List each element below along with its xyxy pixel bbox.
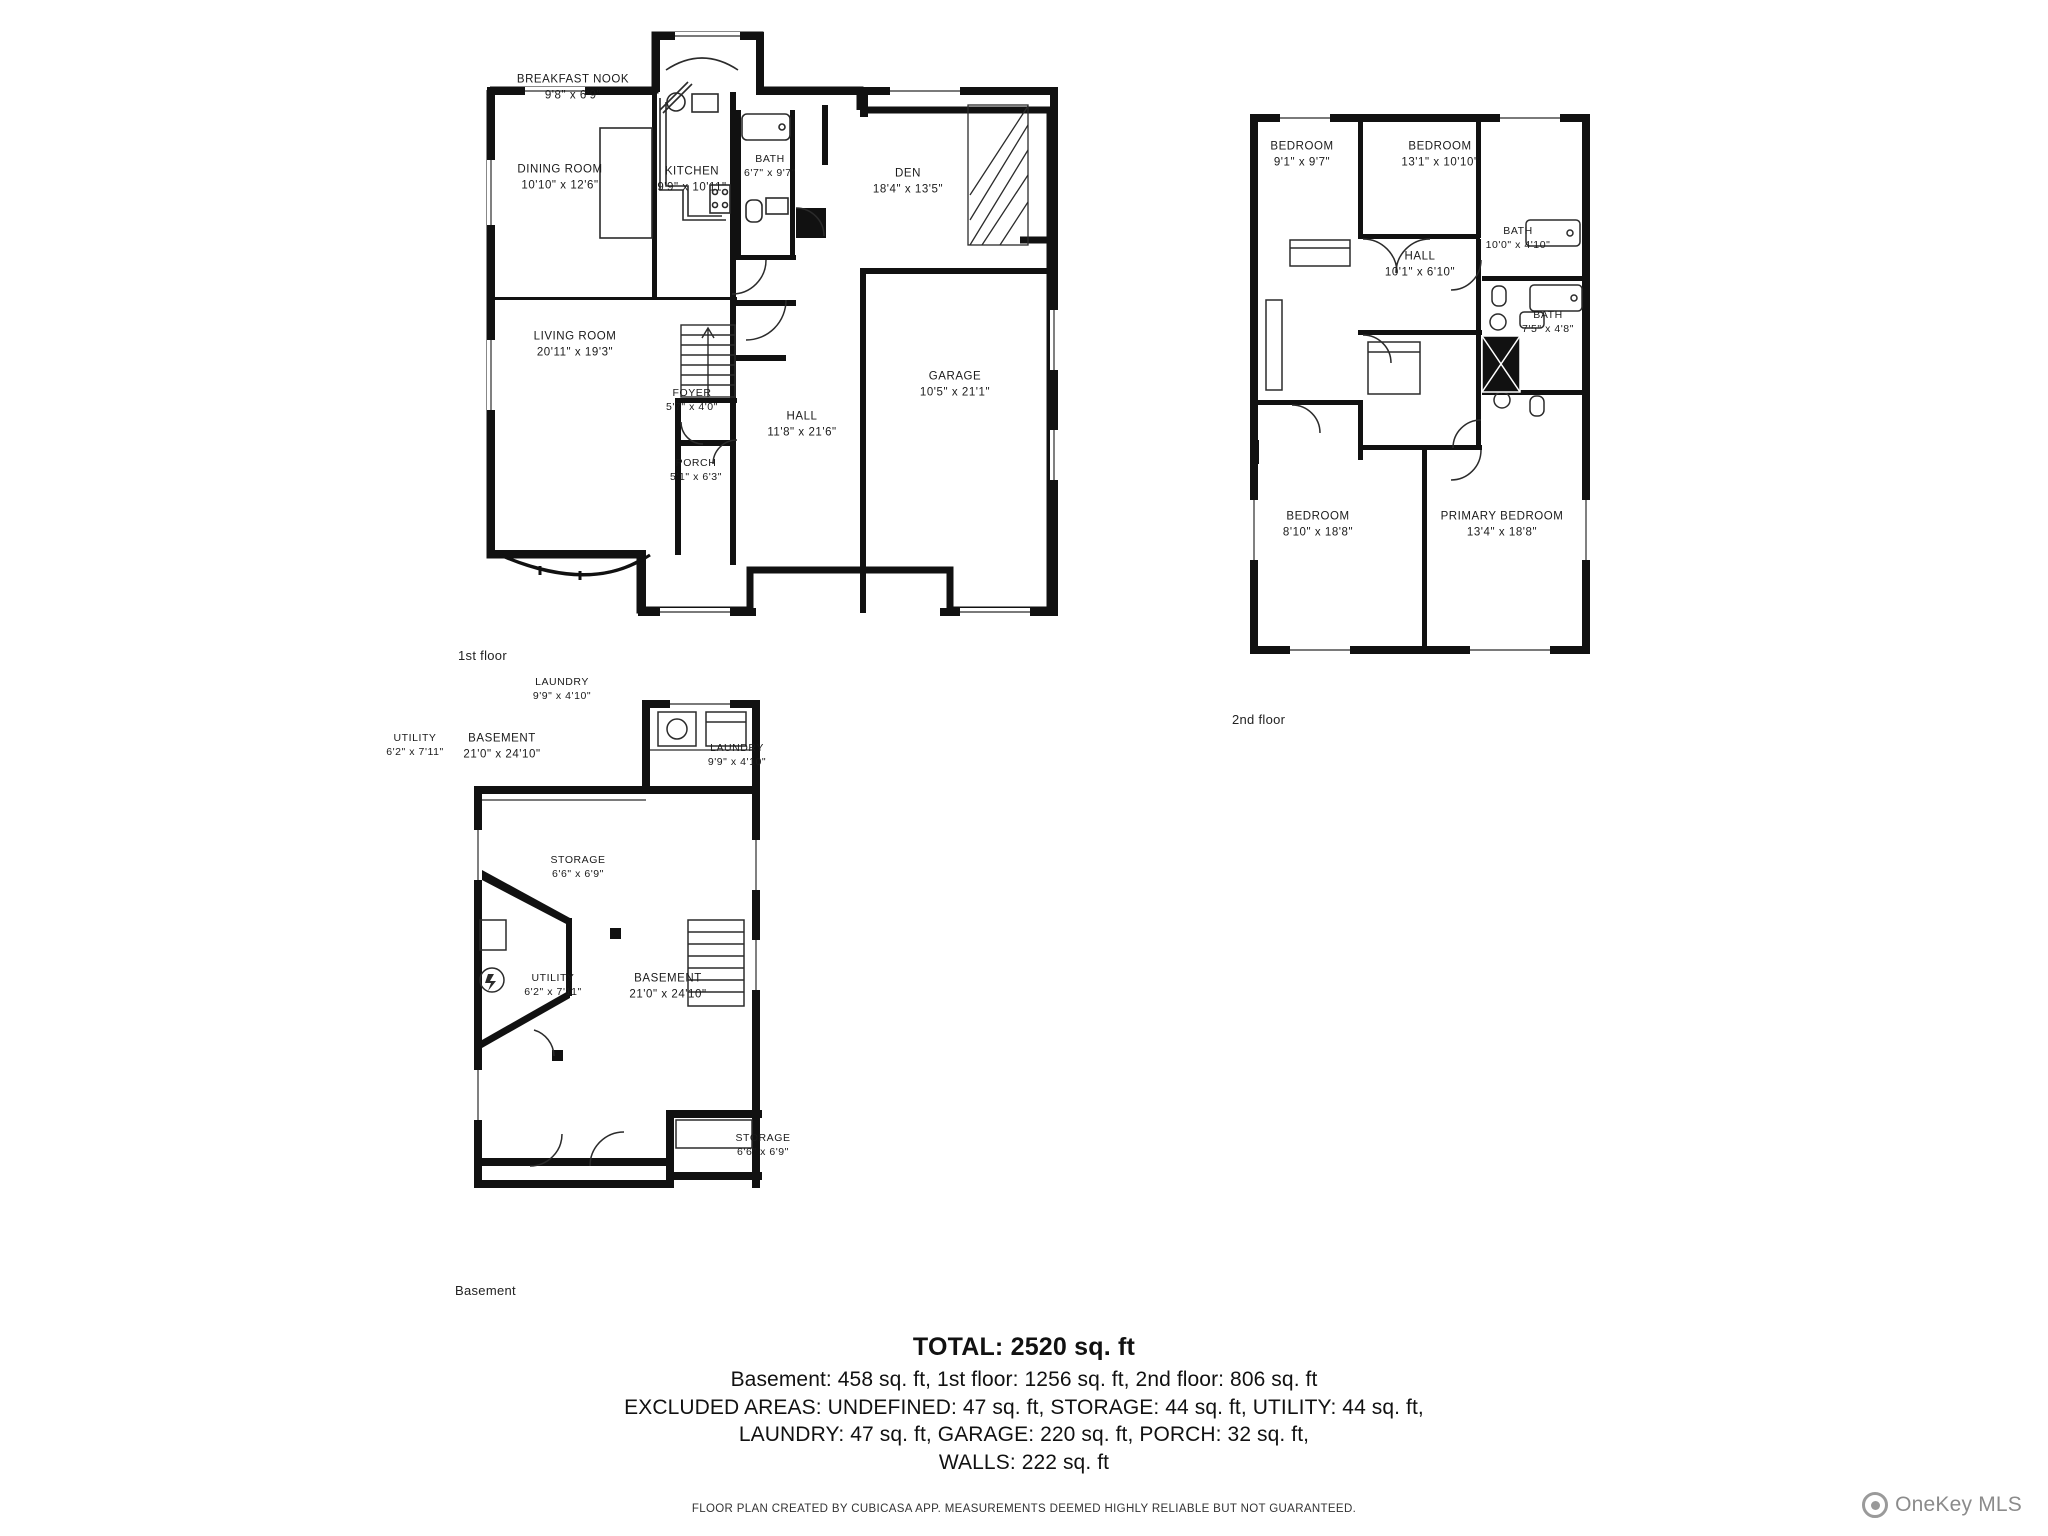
room-label-hall-1f: HALL 11'8" x 21'6" xyxy=(767,410,837,438)
room-label-basement-room: BASEMENT 21'0" x 24'10" xyxy=(463,732,541,760)
second-floor-drawing xyxy=(1230,100,1610,660)
room-label-utility-pos: UTILITY 6'2" x 7'11" xyxy=(524,971,582,998)
area-summary xyxy=(0,1333,2048,1477)
room-label-laundry-pos: LAUNDRY 9'9" x 4'10" xyxy=(707,741,767,768)
room-label-utility: UTILITY 6'2" x 7'11" xyxy=(386,731,444,758)
room-label-bath-2f-2: BATH 7'5" x 4'8" xyxy=(1522,308,1574,335)
room-label-breakfast-nook: BREAKFAST NOOK 9'8" x 6'9" xyxy=(516,73,630,101)
room-label-primary-bedroom: PRIMARY BEDROOM 13'4" x 18'8" xyxy=(1440,510,1564,538)
room-label-dining-room: DINING ROOM 10'10" x 12'6" xyxy=(517,163,603,191)
room-label-garage: GARAGE 10'5" x 21'1" xyxy=(919,370,991,398)
onekey-mls-watermark xyxy=(1862,1492,2022,1518)
room-label-bedroom-2f-3: BEDROOM 8'10" x 18'8" xyxy=(1282,510,1354,538)
first-floor-caption: 1st floor xyxy=(458,648,507,663)
room-label-porch: PORCH 5'1" x 6'3" xyxy=(670,456,722,483)
room-label-foyer: FOYER 5'7" x 4'0" xyxy=(666,386,718,413)
basement-plan xyxy=(386,675,900,1250)
excluded-areas-line-2: LAUNDRY: 47 sq. ft, GARAGE: 220 sq. ft, PORCH: 32 sq. ft, xyxy=(738,1423,1310,1447)
second-floor-plan xyxy=(1230,100,1610,660)
total-area: TOTAL: 2520 sq. ft xyxy=(912,1333,1136,1361)
disclaimer-text: FLOOR PLAN CREATED BY CUBICASA APP. MEASUREMENTS DEEMED HIGHLY RELIABLE BUT NOT GUARANTEED. xyxy=(691,1503,1357,1515)
room-label-den: DEN 18'4" x 13'5" xyxy=(872,167,944,195)
room-label-bath-1f: BATH 6'7" x 9'7" xyxy=(744,152,796,179)
room-label-kitchen: KITCHEN 9'9" x 10'11" xyxy=(657,165,727,193)
room-label-storage: STORAGE 6'6" x 6'9" xyxy=(550,853,606,880)
room-label-basement-pos: BASEMENT 21'0" x 24'10" xyxy=(629,972,707,1000)
room-label-bath-2f-1: BATH 10'0" x 4'10" xyxy=(1485,224,1551,251)
room-label-storage-pos: STORAGE 6'6" x 6'9" xyxy=(735,1131,791,1158)
room-label-bedroom-2f-1: BEDROOM 9'1" x 9'7" xyxy=(1270,140,1334,168)
basement-caption: Basement xyxy=(455,1283,516,1298)
room-label-bedroom-2f-2: BEDROOM 13'1" x 10'10" xyxy=(1401,140,1479,168)
room-label-living-room: LIVING ROOM 20'11" x 19'3" xyxy=(533,330,617,358)
onekey-logo-icon xyxy=(1862,1492,1888,1518)
excluded-areas-line-1: EXCLUDED AREAS: UNDEFINED: 47 sq. ft, STORAGE: 44 sq. ft, UTILITY: 44 sq. ft, xyxy=(624,1395,1424,1419)
basement-drawing xyxy=(430,690,900,1250)
floor-areas-line: Basement: 458 sq. ft, 1st floor: 1256 sq. ft, 2nd floor: 806 sq. ft xyxy=(730,1368,1318,1391)
room-label-laundry: LAUNDRY 9'9" x 4'10" xyxy=(532,675,592,702)
room-label-hall-2f: HALL 10'1" x 6'10" xyxy=(1384,250,1456,278)
walls-area-line: WALLS: 222 sq. ft xyxy=(938,1451,1110,1475)
first-floor-plan xyxy=(430,10,1190,670)
second-floor-caption: 2nd floor xyxy=(1232,712,1286,727)
watermark-label: OneKey MLS xyxy=(1895,1493,2022,1516)
